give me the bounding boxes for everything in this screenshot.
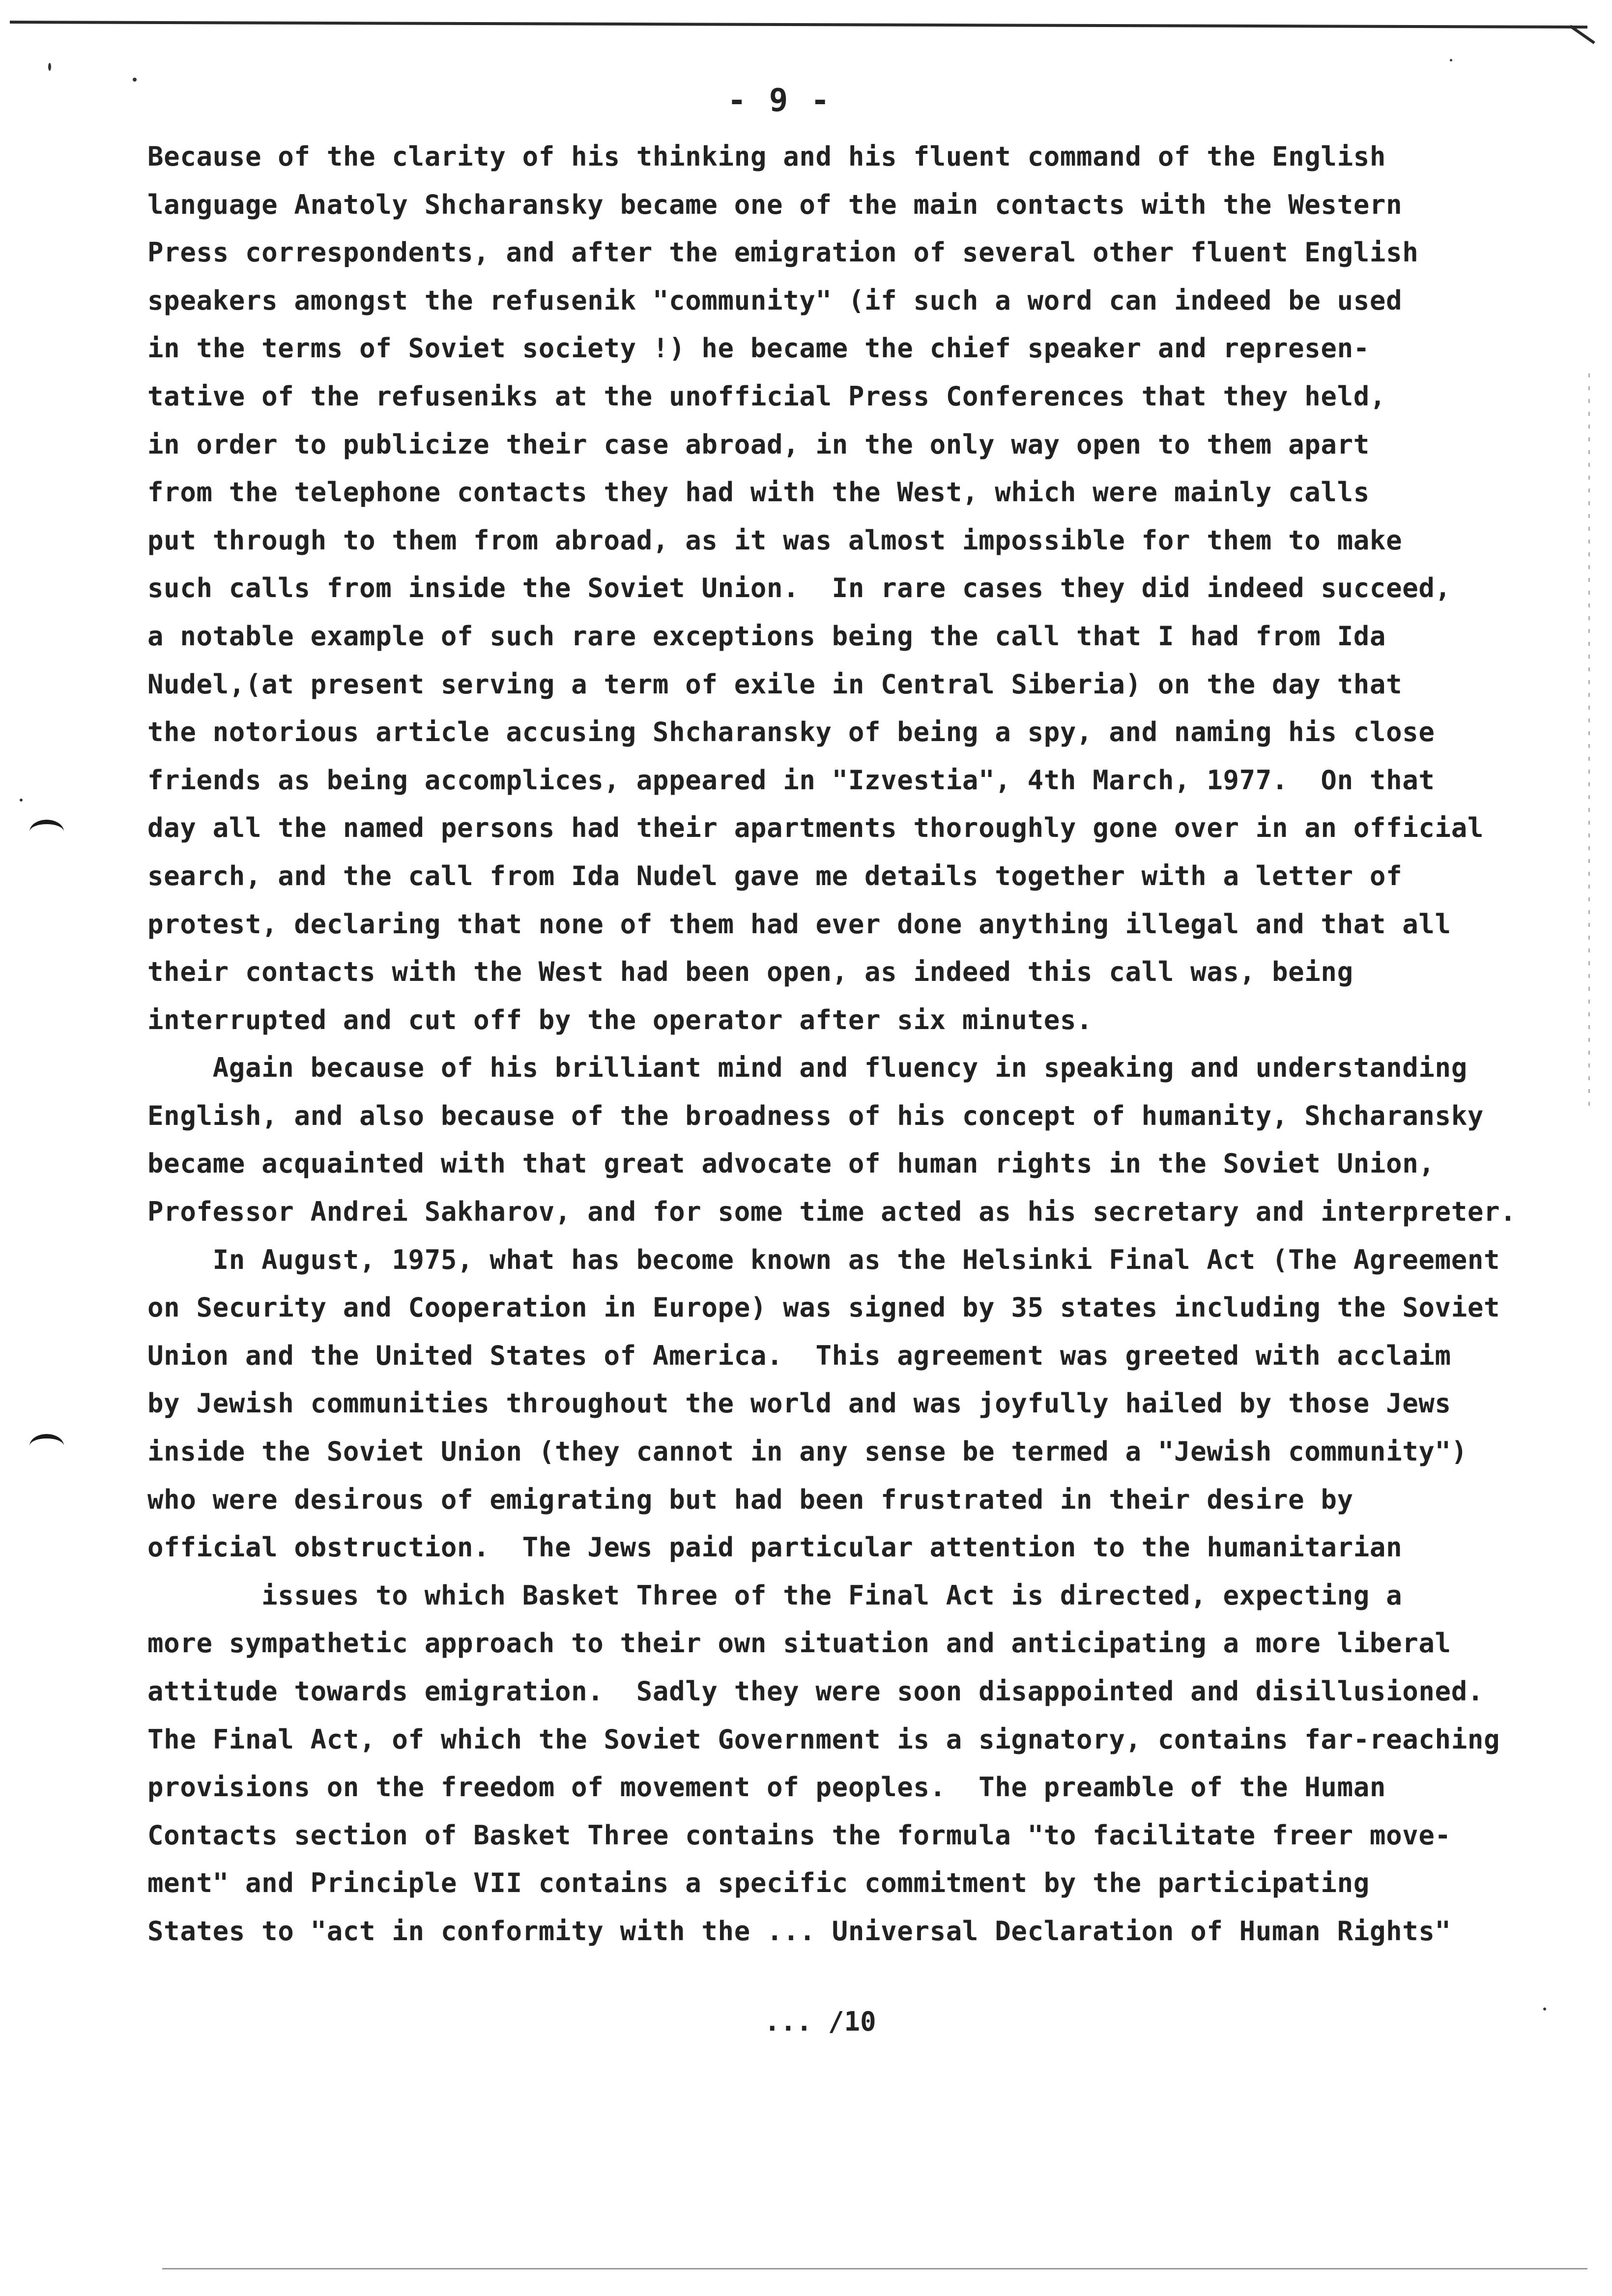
text-line: speakers amongst the refusenik "community" (if such a word can indeed be used [147,285,1403,316]
scan-speck [1450,59,1452,61]
text-line: Contacts section of Basket Three contains the formula "to facilitate freer move- [147,1819,1451,1851]
text-line: by Jewish communities throughout the world and was joyfully hailed by those Jews [147,1388,1451,1419]
binder-mark [29,1434,64,1458]
text-line: States to "act in conformity with the ... Universal Declaration of Human Rights" [147,1915,1451,1947]
body-text [147,133,1573,1955]
scan-speck [1543,2008,1546,2010]
text-line: Professor Andrei Sakharov, and for some time acted as his secretary and interpreter. [147,1196,1517,1228]
text-line: from the telephone contacts they had with the West, which were mainly calls [147,477,1370,508]
scan-speck [133,78,137,82]
scan-speck [48,63,51,71]
text-line: a notable example of such rare exceptions being the call that I had from Ida [147,620,1386,652]
text-line: language Anatoly Shcharansky became one of the main contacts with the Western [147,189,1403,220]
scan-speck [20,799,23,802]
text-line: Because of the clarity of his thinking and his fluent command of the English [147,141,1386,172]
text-line: The Final Act, of which the Soviet Government is a signatory, contains far-reaching [147,1723,1500,1755]
continuation-marker: ... /10 [764,2006,876,2037]
text-line: such calls from inside the Soviet Union. In rare cases they did indeed succeed, [147,573,1451,604]
bottom-rule [162,2268,1587,2269]
text-line: Press correspondents, and after the emigration of several other fluent English [147,237,1419,268]
text-line: Nudel,(at present serving a term of exile in Central Siberia) on the day that [147,668,1403,700]
text-line: In August, 1975, what has become known as the Helsinki Final Act (The Agreement [147,1244,1500,1275]
text-line: in order to publicize their case abroad, in the only way open to them apart [147,429,1370,460]
text-line: ment" and Principle VII contains a specific commitment by the participating [147,1867,1370,1899]
text-line: day all the named persons had their apartments thoroughly gone over in an official [147,812,1484,844]
text-line: provisions on the freedom of movement of peoples. The preamble of the Human [147,1772,1386,1803]
text-line: became acquainted with that great advocate of human rights in the Soviet Union, [147,1148,1435,1179]
text-line: put through to them from abroad, as it was almost impossible for them to make [147,524,1403,556]
text-line: in the terms of Soviet society !) he became the chief speaker and represen- [147,333,1370,364]
text-line: the notorious article accusing Shcharansky of being a spy, and naming his close [147,717,1435,748]
top-rule [10,21,1587,29]
text-line: attitude towards emigration. Sadly they were soon disappointed and disillusioned. [147,1676,1484,1707]
text-line: Union and the United States of America. This agreement was greeted with acclaim [147,1340,1451,1371]
text-line: friends as being accomplices, appeared in "Izvestia", 4th March, 1977. On that [147,764,1435,796]
text-line: English, and also because of the broadness of his concept of humanity, Shcharansky [147,1100,1484,1131]
right-margin-dots [1588,373,1590,1111]
text-line: tative of the refuseniks at the unofficial Press Conferences that they held, [147,380,1386,412]
text-line: inside the Soviet Union (they cannot in any sense be termed a "Jewish community") [147,1436,1468,1467]
text-line: official obstruction. The Jews paid particular attention to the humanitarian [147,1532,1403,1563]
page-number: - 9 - [727,83,832,119]
text-line: search, and the call from Ida Nudel gave me details together with a letter of [147,860,1403,891]
text-line: interrupted and cut off by the operator after six minutes. [147,1004,1093,1035]
text-line: Again because of his brilliant mind and fluency in speaking and understanding [147,1052,1468,1084]
text-line: protest, declaring that none of them had ever done anything illegal and that all [147,908,1451,940]
text-line: issues to which Basket Three of the Final Act is directed, expecting a [147,1579,1403,1611]
text-line: who were desirous of emigrating but had been frustrated in their desire by [147,1484,1353,1515]
binder-mark [29,820,64,844]
text-line: more sympathetic approach to their own situation and anticipating a more liberal [147,1628,1451,1659]
text-line: their contacts with the West had been open, as indeed this call was, being [147,956,1353,988]
text-line: on Security and Cooperation in Europe) was signed by 35 states including the Soviet [147,1292,1500,1323]
